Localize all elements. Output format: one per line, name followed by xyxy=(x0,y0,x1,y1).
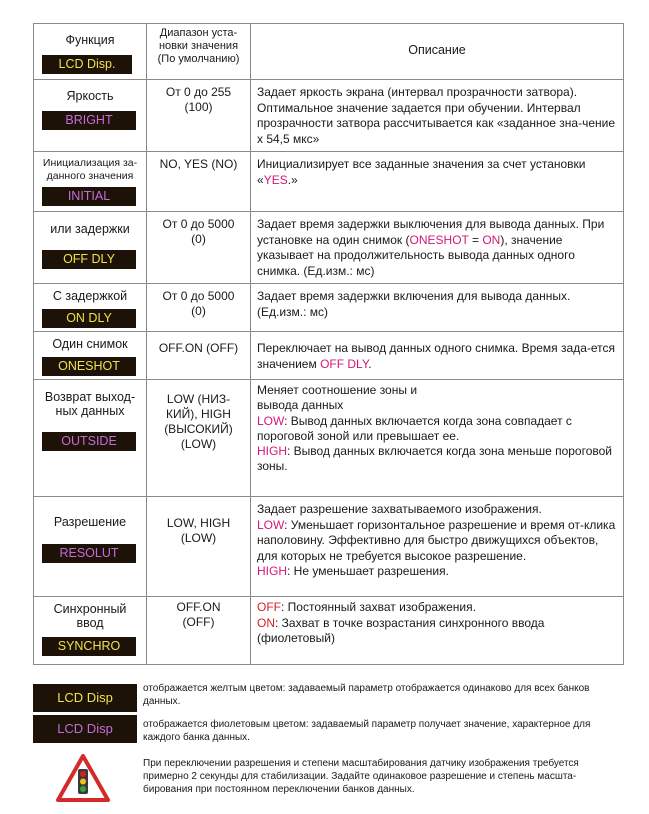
function-name-line1: Возврат выход- xyxy=(44,390,136,404)
header-function-cell xyxy=(34,24,147,80)
range-value: От 0 до 5000 xyxy=(162,217,235,231)
legend-yellow-badge: LCD Disp xyxy=(33,684,137,712)
table-row xyxy=(34,497,624,597)
description: Меняет соотношение зоны и вывода данных LOW: Вывод данных включается когда зона совпадает с пороговой зоной или превышает ее. HIGH: Вывод данных включается когда зона меньше пороговой зоны. xyxy=(257,383,613,474)
legend-violet-badge: LCD Disp xyxy=(33,715,137,743)
function-name: Инициализация за-данного значения xyxy=(42,157,138,182)
highlight-yes: YES xyxy=(263,172,288,187)
table-header xyxy=(34,24,624,80)
range-default: (0) xyxy=(191,232,206,246)
header-range-cell xyxy=(147,24,251,80)
table-row xyxy=(34,597,624,665)
highlight-offdly: OFF DLY xyxy=(320,356,369,371)
lcd-badge: OFF DLY xyxy=(42,250,136,269)
function-name: Один снимок xyxy=(52,337,128,351)
range-value: От 0 до 5000 xyxy=(162,289,235,303)
highlight-off: OFF xyxy=(257,600,281,614)
lcd-badge: ONESHOT xyxy=(42,357,136,376)
highlight-high: HIGH xyxy=(257,444,287,459)
function-name-line2: ных данных xyxy=(55,404,125,418)
range-default: (100) xyxy=(184,100,213,114)
header-range-line1: Диапазон уста- xyxy=(159,27,238,39)
range-line1: LOW (НИЗ- xyxy=(166,392,231,406)
lcd-badge: INITIAL xyxy=(42,187,136,206)
function-name-line1: Синхронный xyxy=(53,602,127,616)
function-name-line2: ввод xyxy=(76,616,104,630)
range-default: (0) xyxy=(191,304,206,318)
function-name: Разрешение xyxy=(53,515,127,529)
function-name: Яркость xyxy=(66,89,114,103)
function-name: или задержки xyxy=(50,222,130,236)
highlight-high: HIGH xyxy=(257,564,287,578)
lcd-badge: SYNCHRO xyxy=(42,637,136,656)
highlight-low: LOW xyxy=(257,413,285,428)
header-lcd-badge: LCD Disp. xyxy=(42,55,132,74)
highlight-low: LOW xyxy=(257,517,285,532)
highlight-on: ON xyxy=(482,232,501,247)
description: Переключает на вывод данных одного снимка. Время зада-ется значением OFF DLY. xyxy=(257,341,615,371)
table-row xyxy=(34,80,624,152)
range-value: OFF.ON xyxy=(176,600,221,614)
highlight-oneshot: ONESHOT xyxy=(409,232,469,247)
description: Задает разрешение захватываемого изображения. LOW: Уменьшает горизонтальное разрешение и время от-клика наполовину. Эффективно для быстро движущихся объектов, для которых не требуется высокое разрешение. HIGH: Не уменьшает разрешения. xyxy=(257,502,616,578)
range-line2: КИЙ), HIGH xyxy=(166,407,231,421)
legend-yellow-text: отображается желтым цветом: задаваемый параметр отображается одинаково для всех банков данных. xyxy=(143,683,590,707)
legend-violet-text: отображается фиолетовым цветом: задаваемый параметр получает значение, характерное для каждого банка данных. xyxy=(143,719,591,743)
lcd-badge: OUTSIDE xyxy=(42,432,136,451)
description: Инициализирует все заданные значения за счет установки «YES.» xyxy=(257,157,586,187)
description: Задает время задержки включения для вывода данных. (Ед.изм.: мс) xyxy=(257,289,571,319)
table-row xyxy=(34,284,624,332)
description: Задает яркость экрана (интервал прозрачности затвора). Оптимальное значение задается при обучении. Интервал прозрачности затвора рассчитывается как «заданное зна-чение x 54,5 мкс» xyxy=(257,85,616,146)
range-value: LOW, HIGH xyxy=(166,516,231,530)
lcd-badge: ON DLY xyxy=(42,309,136,328)
header-range-line3: (По умолчанию) xyxy=(157,53,240,65)
header-description-cell xyxy=(251,24,624,80)
function-name: С задержкой xyxy=(52,289,128,303)
warning-text: При переключении разрешения и степени масштабирования датчику изображения требуется примерно 2 секунды для стабилизации. Задайте одинаковое разрешение и степень масшта-бирования при постоянном переключении банков данных. xyxy=(143,758,579,795)
lcd-badge: RESOLUT xyxy=(42,544,136,563)
table-row xyxy=(34,152,624,212)
highlight-on: ON xyxy=(257,615,275,630)
range-default: (OFF) xyxy=(182,615,215,629)
range-default: (LOW) xyxy=(180,531,217,545)
range-value: NO, YES (NO) xyxy=(159,157,238,171)
header-function: Функция xyxy=(65,33,115,47)
header-range-line2: новки значения xyxy=(158,40,239,52)
description: OFF: Постоянный захват изображения. ON: Захват в точке возрастания синхронного ввода (фиолетовый) xyxy=(257,600,545,645)
range-line3: (ВЫСОКИЙ) xyxy=(164,422,233,436)
range-line4: (LOW) xyxy=(180,437,217,451)
table-row xyxy=(34,380,624,497)
range-value: OFF.ON (OFF) xyxy=(158,341,239,355)
range-value: От 0 до 255 xyxy=(165,85,232,99)
description: Задает время задержки выключения для вывода данных. При установке на один снимок (ONESHOT = ON), значение указывает на продолжительность вывода данных одного снимка. (Ед.изм.: мс) xyxy=(257,217,605,278)
settings-table xyxy=(33,23,624,665)
table-row xyxy=(34,332,624,380)
header-description: Описание xyxy=(408,43,466,57)
traffic-light-warning-icon xyxy=(56,754,110,802)
table-row xyxy=(34,212,624,284)
lcd-badge: BRIGHT xyxy=(42,111,136,130)
